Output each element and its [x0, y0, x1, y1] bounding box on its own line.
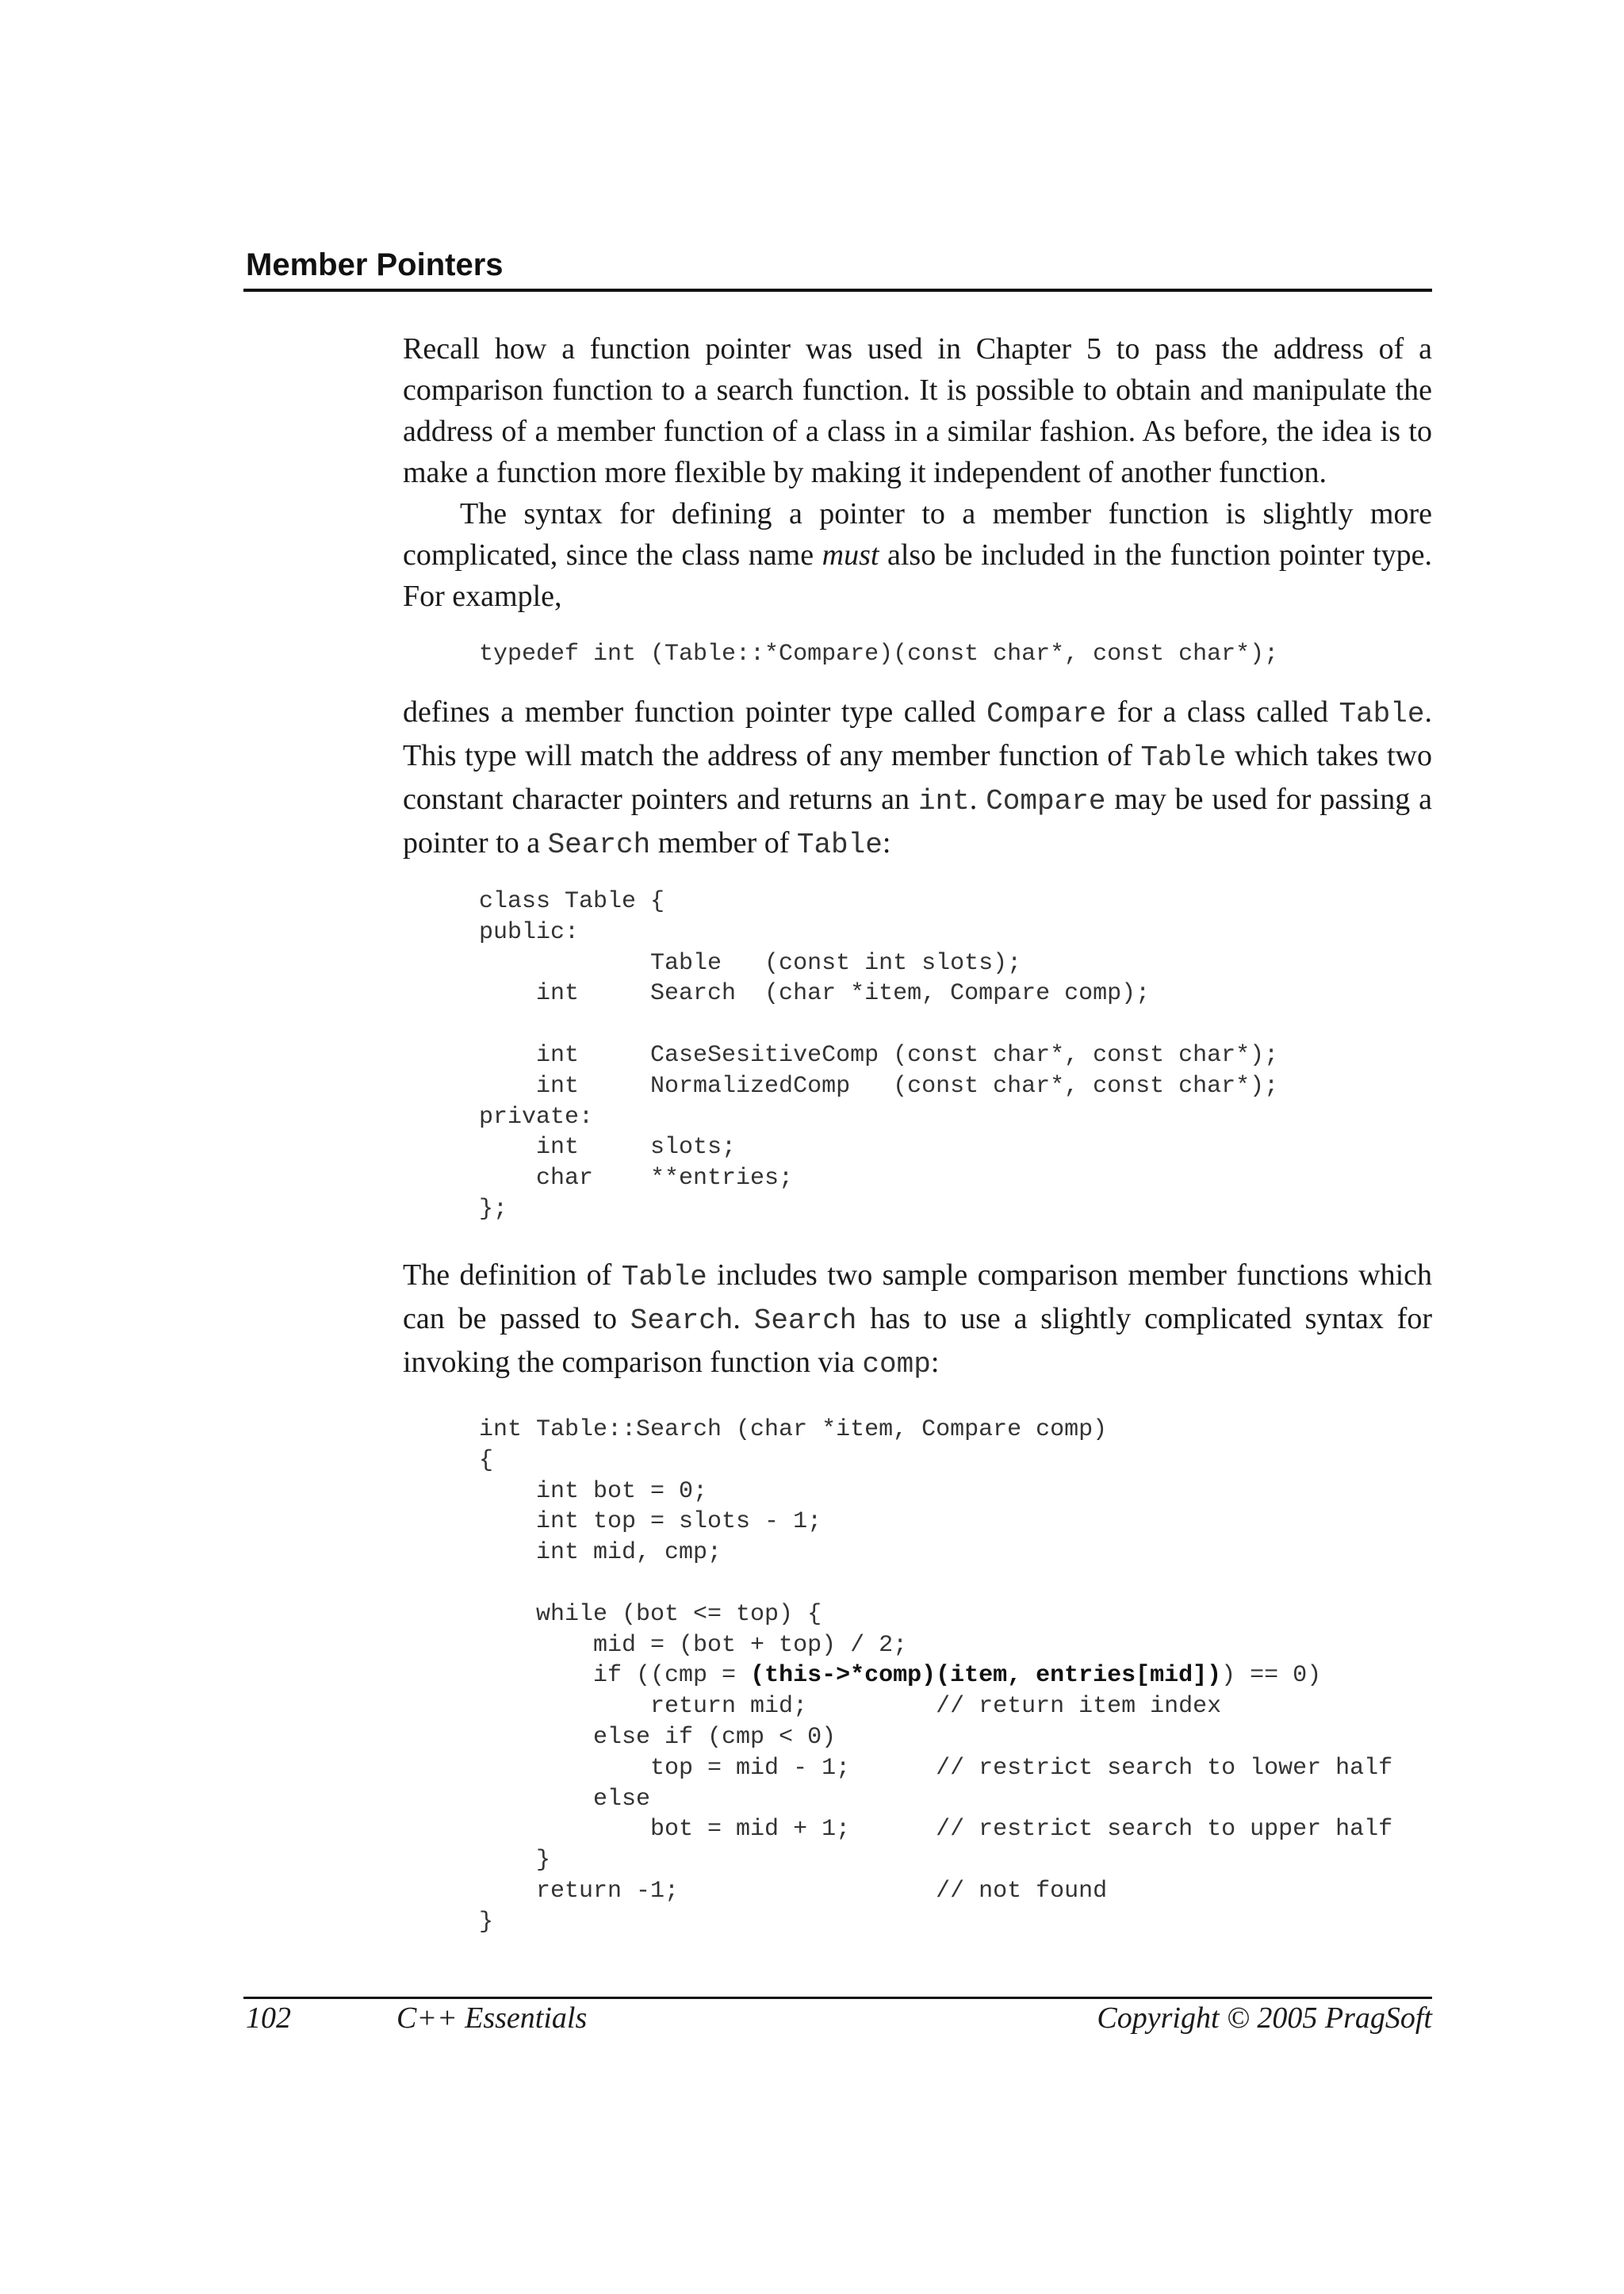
- code-line: else if (cmp < 0): [479, 1723, 837, 1751]
- paragraph-syntax: The syntax for defining a pointer to a member function is slightly more complicated, since the class name must also be included in the function pointer type. For example,: [403, 497, 1432, 613]
- footer-book-title: C++ Essentials: [396, 2001, 588, 2035]
- footer-copyright: Copyright © 2005 PragSoft: [1097, 2001, 1432, 2035]
- code-line: top = mid - 1; // restrict search to lower half: [479, 1754, 1393, 1782]
- code-line: int bot = 0;: [479, 1477, 708, 1505]
- code-line: {: [479, 1446, 494, 1474]
- paragraph-table-definition: The definition of Table includes two sample comparison member functions which can be passed to Search. Search has to use a slightly complicated syntax for invoking the comparison function via comp:: [403, 1258, 1433, 1381]
- code-block-typedef: [479, 639, 1278, 670]
- code-line: return mid; // return item index: [479, 1693, 1222, 1721]
- code-line: int Table::Search (char *item, Compare comp): [479, 1416, 1108, 1443]
- code-line: Table (const int slots);: [479, 949, 1022, 977]
- code-line: else: [479, 1785, 651, 1813]
- paragraph-defines: [403, 691, 1432, 866]
- code-line: }: [479, 1847, 551, 1875]
- paragraph-recall: Recall how a function pointer was used in Chapter 5 to pass the address of a comparison function to a search function. It is possible to obtain and manipulate the address of a member function of a class in a similar fashion. As before, the idea is to make a function more flexible by making it independent of another function.: [403, 332, 1432, 489]
- code-block-class-table: [479, 887, 1278, 1225]
- code-line: int top = slots - 1;: [479, 1508, 822, 1536]
- paragraph-definition: [403, 1254, 1432, 1385]
- footer-page-number: 102: [246, 2001, 291, 2035]
- code-line: mid = (bot + top) / 2;: [479, 1631, 908, 1659]
- code-line-highlight: if ((cmp = (this->*comp)(item, entries[mid])) == 0): [479, 1662, 1322, 1690]
- code-line: int NormalizedComp (const char*, const char*);: [479, 1072, 1279, 1100]
- code-line: while (bot <= top) {: [479, 1600, 822, 1628]
- code-line: typedef int (Table::*Compare)(const char*, const char*);: [479, 641, 1279, 668]
- code-line: };: [479, 1195, 508, 1223]
- code-line: char **entries;: [479, 1165, 794, 1193]
- code-line: int Search (char *item, Compare comp);: [479, 980, 1151, 1008]
- heading-rule: [243, 289, 1432, 292]
- code-line: }: [479, 1908, 494, 1936]
- code-line: [479, 1009, 1278, 1040]
- code-line: bot = mid + 1; // restrict search to upper half: [479, 1816, 1393, 1844]
- paragraph-compare-type: defines a member function pointer type called Compare for a class called Table. This type will match the address of any member function of Table which takes two constant character pointers and returns an int. Compare may be used for passing a pointer to a Search member of Table:: [403, 695, 1433, 861]
- code-line: int mid, cmp;: [479, 1539, 722, 1567]
- code-line: int slots;: [479, 1134, 737, 1162]
- code-line: return -1; // not found: [479, 1877, 1108, 1905]
- code-bold-invocation: (this->*comp)(item, entries[mid]): [750, 1662, 1222, 1690]
- code-line: int CaseSesitiveComp (const char*, const char*);: [479, 1041, 1279, 1069]
- code-block-search: [479, 1415, 1392, 1938]
- code-line: class Table {: [479, 888, 665, 915]
- emphasis-must: must: [822, 538, 879, 572]
- section-heading: Member Pointers: [246, 247, 504, 282]
- paragraph-intro: [403, 328, 1432, 617]
- code-line: [479, 1568, 1392, 1599]
- code-line: public:: [479, 918, 580, 946]
- code-line: private:: [479, 1103, 594, 1131]
